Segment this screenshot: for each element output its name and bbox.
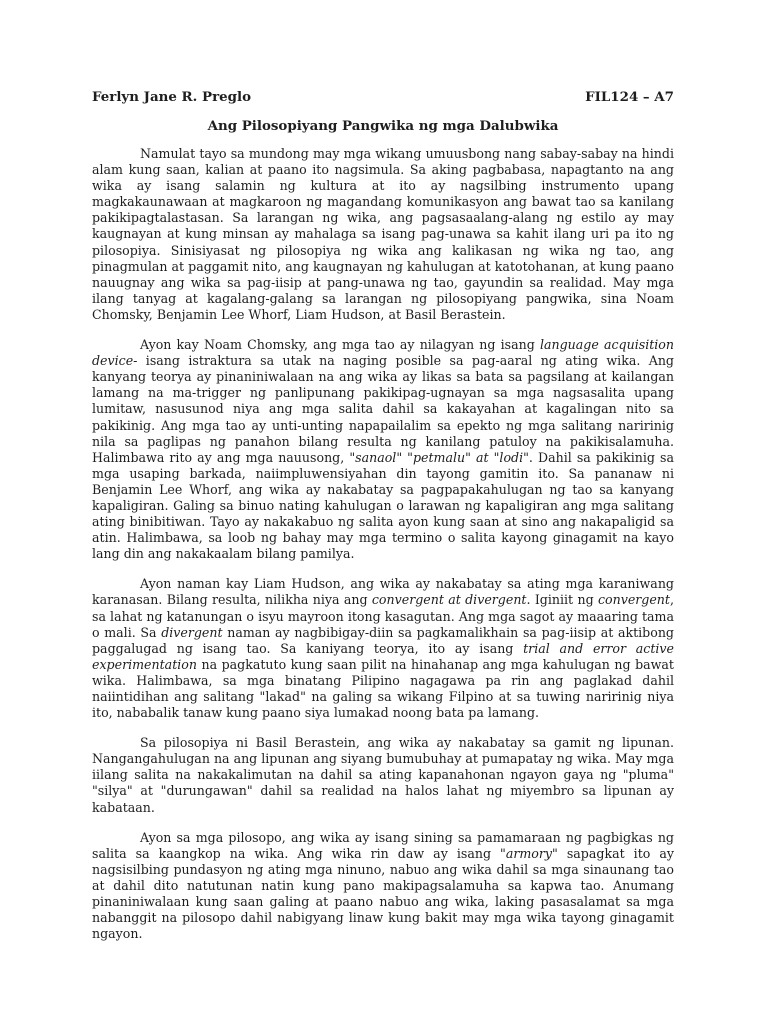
paragraph-text: Ayon kay Noam Chomsky, ang mga tao ay nilagyan ng isang [140, 337, 540, 353]
document-body [92, 146, 674, 956]
italic-term: divergent [161, 624, 223, 640]
paragraph-intro [92, 146, 674, 323]
italic-term: "sanaol" "petmalu" at "lodi" [349, 449, 529, 465]
paragraph-chomsky-whorf [92, 337, 674, 562]
paragraph-text: naman ay nagbibigay-diin sa pagkamalikhain sa pag-iisip at aktibong paggalugad ng isang tao. Sa kaniyang teorya, ito ay isang [92, 624, 674, 656]
italic-term: convergent [597, 592, 670, 608]
paragraph-text: . Dahil sa pakikinig sa mga usaping barkada, naiimpluwensiyahan din tayong gamitin ito. Sa pananaw ni Benjamin Lee Whorf, ang wika ay nakabatay sa pagpapakahulugan ng tao sa kanyang kapaligiran. Galing sa binuo nating kahulugan o larawan ng kapaligiran ang mga salitang ating binibitiwan. Tayo ay nakakabuo ng salita ayon kung saan at sino ang nakapaligid sa atin. Halimbawa, sa loob ng bahay may mga termino o salita kayong ginagamit na kayo lang din ang nakakaalam bilang pamilya. [92, 449, 674, 562]
paragraph-text: Namulat tayo sa mundong may mga wikang umuusbong nang sabay-sabay na hindi alam kung saan, kalian at paano ito nagsimula. Sa aking pagbabasa, napagtanto na ang wika ay isang salamin ng kultura at ito ay nagsilbing instrumento upang magkakaunawaan at magkaroon ng magandang komunikasyon ang bawat tao sa kanilang pakikipagtalastasan. Sa larangan ng wika, ang pagsasaalang-alang ng estilo ay may kaugnayan at kung minsan ay mahalaga sa isang pag-unawa sa kahit ilang uri pa ito ng pilosopiya. Sinisiyasat ng pilosopiya ng wika ang kalikasan ng wika ng tao, ang pinagmulan at paggamit nito, ang kaugnayan ng kahulugan at katotohanan, at kung paano nauugnay ang wika sa pag-iisip at pang-unawa ng tao, gayundin sa realidad. May mga ilang tanyag at kagalang-galang sa larangan ng pilosopiyang pangwika, sina Noam Chomsky, Benjamin Lee Whorf, Liam Hudson, at Basil Berastein. [92, 146, 674, 322]
paragraph-text: . Iginiit ng [526, 592, 598, 608]
author-name: Ferlyn Jane R. Preglo [92, 89, 252, 105]
paragraph-text: sapagkat ito ay nagsisilbing pundasyon ng ating mga ninuno, nabuo ang wika dahil sa mga sinaunang tao at dahil dito natutunan natin kung pano makipagsalamuha sa kapwa tao. Anumang pinaniniwalaan kung saan galing at paano nabuo ang wika, laking pasasalamat sa mga nabanggit na pilosopo dahil nabigyang linaw kung bakit may mga wika tayong ginagamit ngayon. [92, 845, 674, 942]
document-header [92, 89, 674, 109]
paragraph-text: Ayon naman kay Liam Hudson, ang wika ay nakabatay sa ating mga karaniwang karanasan. Bilang resulta, nilikha niya ang [92, 576, 674, 608]
paragraph-conclusion [92, 830, 674, 943]
paragraph-text: Ayon sa mga pilosopo, ang wika ay isang sining sa pamamaraan ng pagbigkas ng salita sa kaangkop na wika. Ang wika rin daw ay isang [92, 829, 674, 861]
italic-term: "armory" [500, 845, 558, 861]
course-code: FIL124 – A7 [585, 89, 674, 105]
paragraph-berastein [92, 735, 674, 815]
paragraph-hudson [92, 576, 674, 721]
italic-term: language acquisition device- [92, 337, 674, 369]
paragraph-text: na pagkatuto kung saan pilit na hinahanap ang mga kahulugan ng bawat wika. Halimbawa, sa mga binatang Pilipino nagagawa pa rin ang paglakad dahil naiintidihan ang salitang "lakad" na galing sa wikang Filpino at sa tuwing naririnig niya ito, nababalik tanaw kung paano siya lumakad noong bata pa lamang. [92, 656, 674, 721]
document-title: Ang Pilosopiyang Pangwika ng mga Dalubwika [207, 118, 559, 134]
italic-term: convergent at divergent [371, 592, 527, 608]
paragraph-text: Sa pilosopiya ni Basil Berastein, ang wika ay nakabatay sa gamit ng lipunan. Nangangahulugan na ang lipunan ang siyang bumubuhay at pumapatay ng wika. May mga iilang salita na nakakalimutan na dahil sa ating kapanahonan ngayon gaya ng "pluma" "silya" at "durungawan" dahil sa realidad na halos lahat ng miyembro sa lipunan ay kabataan. [92, 735, 674, 815]
paragraph-text: isang istraktura sa utak na naging posible sa pag-aaral ng ating wika. Ang kanyang teorya ay pinaniniwalaan na ang wika ay likas sa bata sa pagsilang at kailangan lamang na ma-trigger ng panlipunang pakikipag-ugnayan sa mga nagsasalita upang lumitaw, nasusunod niya ang mga salita dahil sa kakayahan at kagalingan nito sa pakikinig. Ang mga tao ay unti-unting napapailalim sa epekto ng mga salitang naririnig nila sa paglipas ng panahon bilang resulta ng kanilang patuloy na pakikisalamuha. Halimbawa rito ay ang mga nauusong, [92, 353, 674, 465]
italic-term: trial and error active experimentation [92, 640, 674, 672]
paragraph-text: , sa lahat ng katanungan o isyu mayroon itong kasagutan. Ang mga sagot ay maaaring tama o mali. Sa [92, 592, 674, 640]
